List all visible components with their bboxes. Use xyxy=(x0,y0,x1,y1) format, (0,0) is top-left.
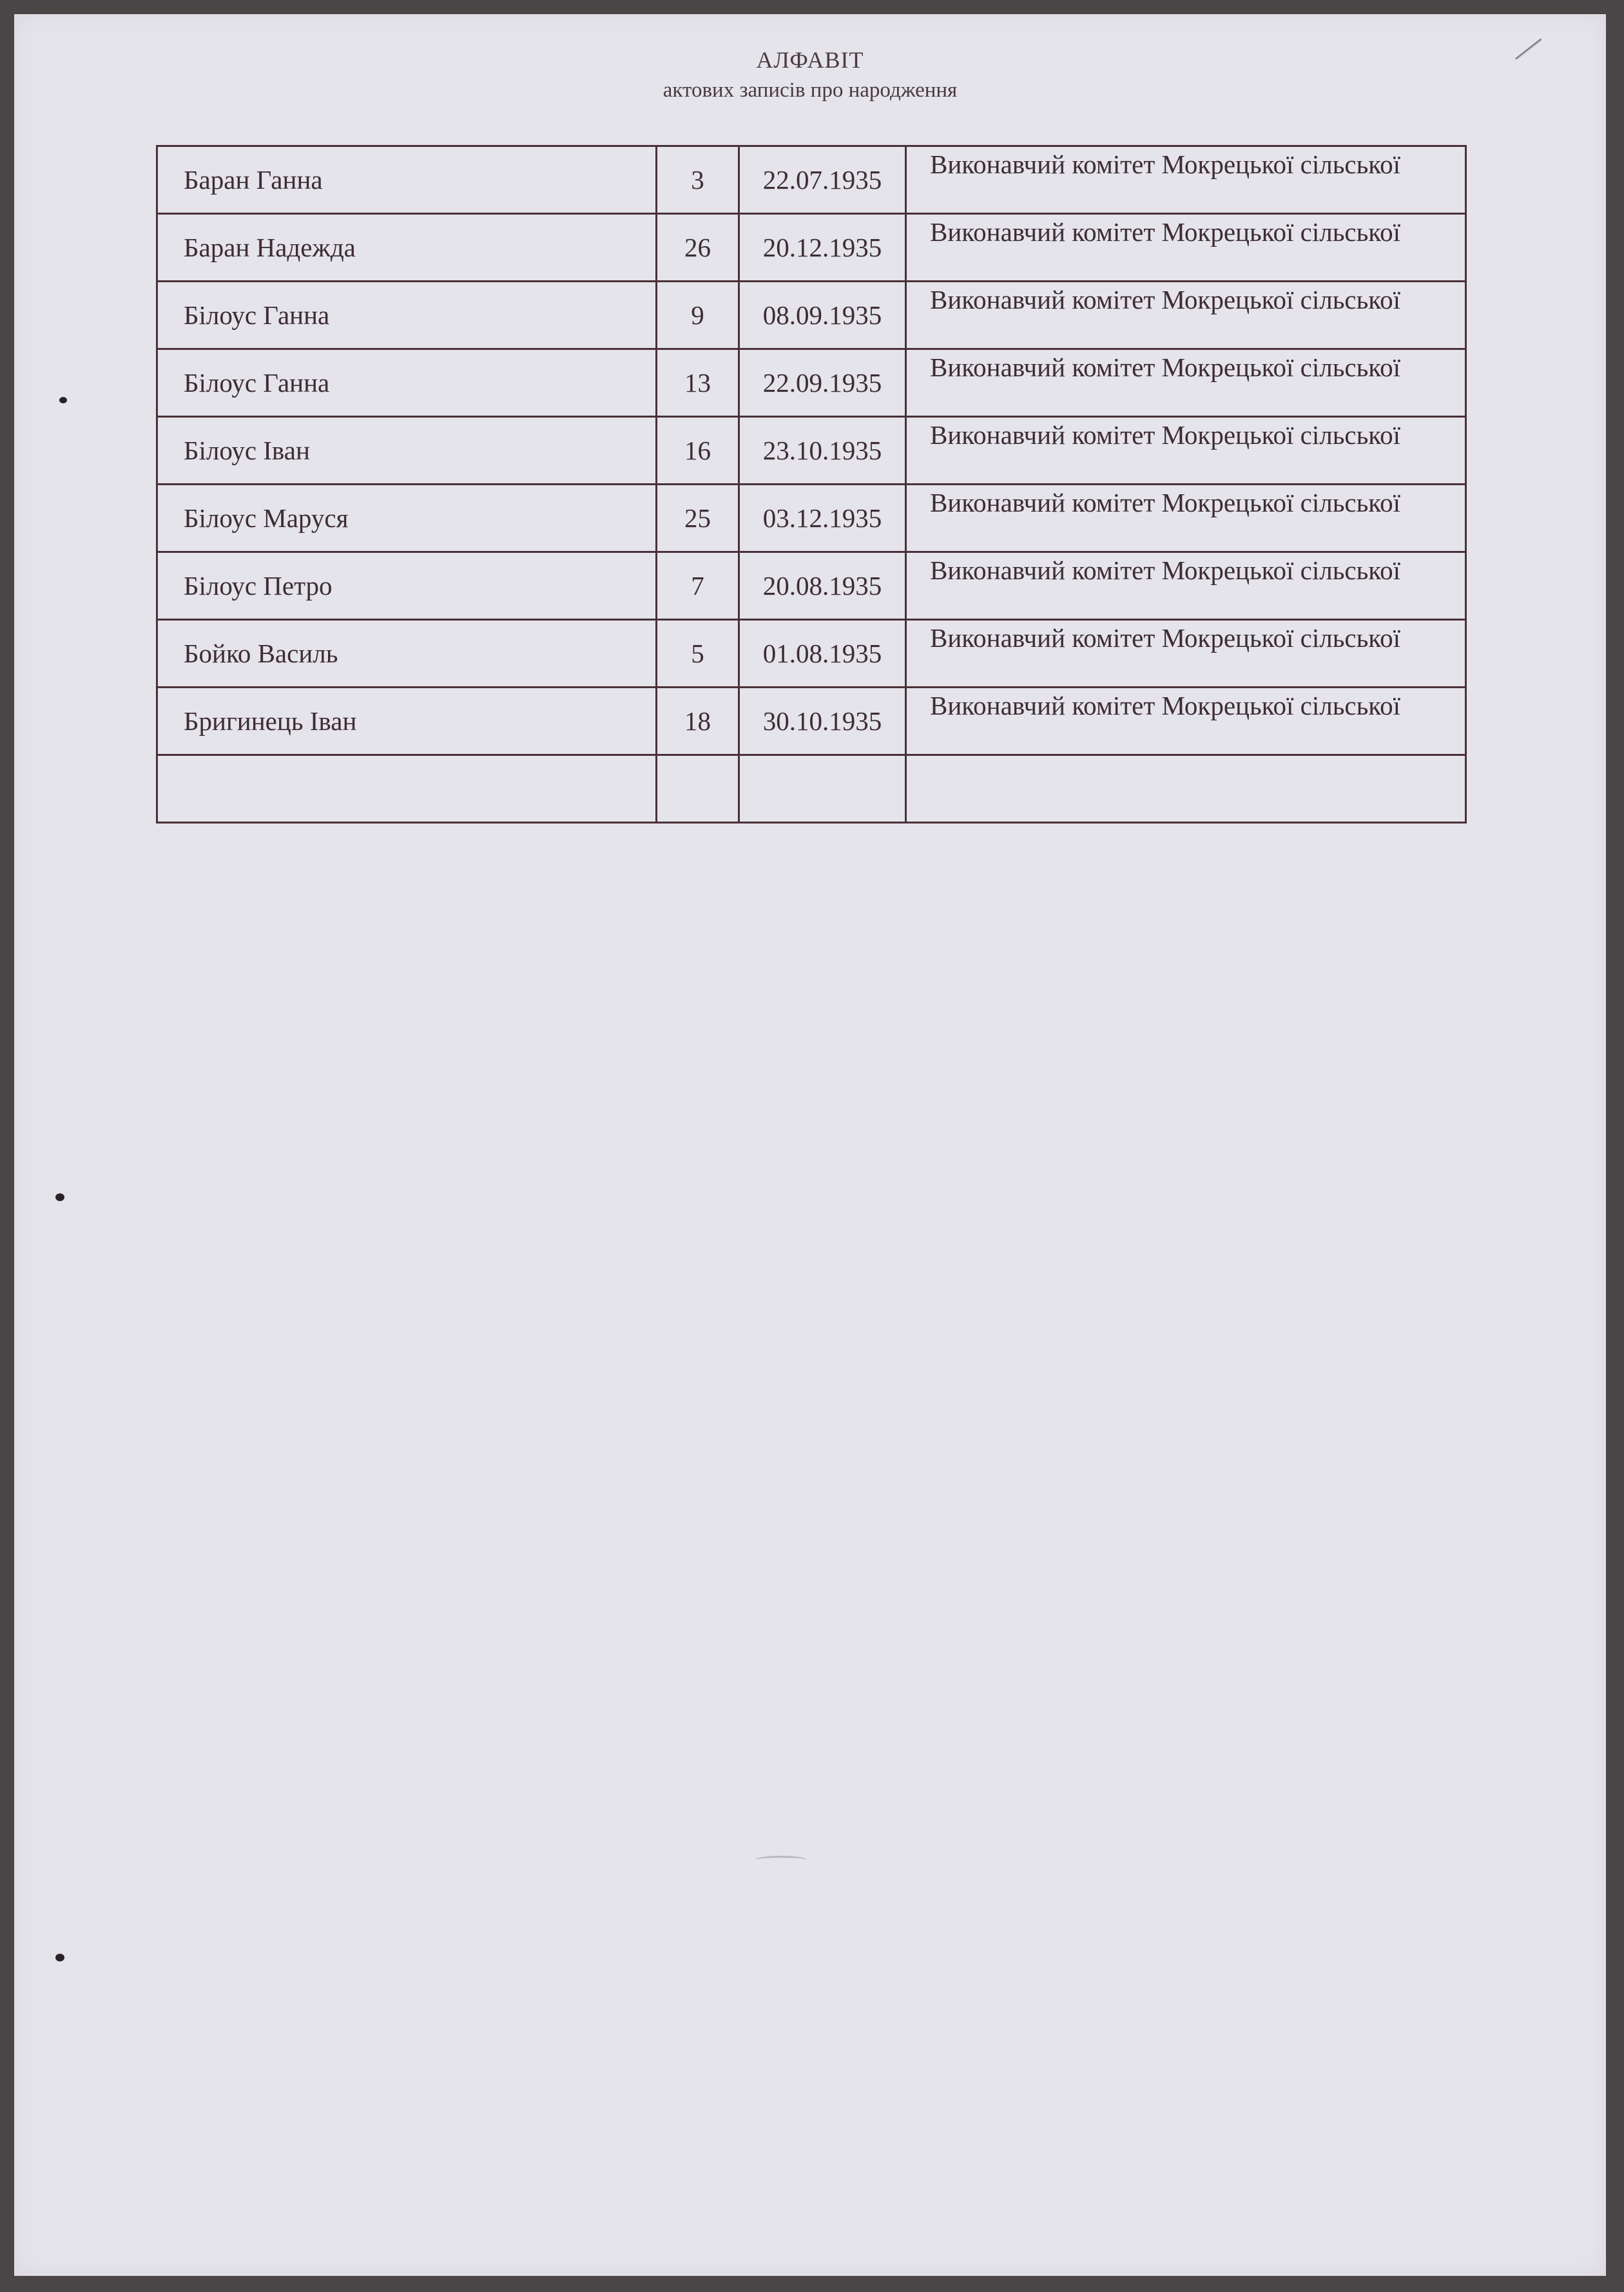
record-name: Білоус Петро xyxy=(157,552,657,620)
record-issuer xyxy=(906,214,1466,282)
record-date: 08.09.1935 xyxy=(739,282,906,349)
record-issuer-text: Виконавчий комітет Мокрецької сільської xyxy=(930,352,1401,382)
record-date: 22.07.1935 xyxy=(739,146,906,214)
record-number: 26 xyxy=(657,214,739,282)
record-number: 3 xyxy=(657,146,739,214)
record-number: 13 xyxy=(657,349,739,417)
record-issuer-text: Виконавчий комітет Мокрецької сільської xyxy=(930,217,1401,247)
punch-hole-mark xyxy=(59,397,67,403)
record-issuer xyxy=(906,688,1466,755)
punch-hole-mark xyxy=(55,1954,64,1961)
record-issuer-text: Виконавчий комітет Мокрецької сільської xyxy=(930,488,1401,517)
record-issuer-text: Виконавчий комітет Мокрецької сільської xyxy=(930,149,1401,179)
punch-hole-mark xyxy=(55,1193,64,1201)
table-row xyxy=(157,485,1466,552)
record-date: 03.12.1935 xyxy=(739,485,906,552)
record-issuer-text: Виконавчий комітет Мокрецької сільської xyxy=(930,555,1401,585)
table-body xyxy=(157,146,1466,823)
record-date xyxy=(739,755,906,823)
table-row xyxy=(157,620,1466,688)
record-number: 16 xyxy=(657,417,739,485)
document-title: АЛФАВІТ xyxy=(756,47,864,73)
record-name: Білоус Ганна xyxy=(157,282,657,349)
record-date: 23.10.1935 xyxy=(739,417,906,485)
record-name: Бойко Василь xyxy=(157,620,657,688)
document-subtitle: актових записів про народження xyxy=(662,79,958,102)
table-row xyxy=(157,755,1466,823)
table-row xyxy=(157,688,1466,755)
record-issuer xyxy=(906,282,1466,349)
record-issuer-text: Виконавчий комітет Мокрецької сільської xyxy=(930,420,1401,450)
record-issuer xyxy=(906,620,1466,688)
record-number: 9 xyxy=(657,282,739,349)
record-issuer-text xyxy=(930,756,1460,822)
record-name: Білоус Іван xyxy=(157,417,657,485)
record-number xyxy=(657,755,739,823)
record-issuer xyxy=(906,552,1466,620)
record-issuer xyxy=(906,146,1466,214)
record-issuer xyxy=(906,755,1466,823)
record-issuer-text: Виконавчий комітет Мокрецької сільської xyxy=(930,691,1401,720)
record-number: 18 xyxy=(657,688,739,755)
table-row xyxy=(157,282,1466,349)
record-date: 30.10.1935 xyxy=(739,688,906,755)
record-name: Баран Надежда xyxy=(157,214,657,282)
paper-crease xyxy=(755,1856,807,1864)
table-row xyxy=(157,214,1466,282)
record-number: 5 xyxy=(657,620,739,688)
record-issuer-text: Виконавчий комітет Мокрецької сільської xyxy=(930,285,1401,314)
record-date: 01.08.1935 xyxy=(739,620,906,688)
record-name: Білоус Ганна xyxy=(157,349,657,417)
table-row xyxy=(157,417,1466,485)
record-date: 20.08.1935 xyxy=(739,552,906,620)
table-row xyxy=(157,349,1466,417)
birth-records-table xyxy=(156,145,1467,823)
record-date: 22.09.1935 xyxy=(739,349,906,417)
record-name: Бригинець Іван xyxy=(157,688,657,755)
table-row xyxy=(157,552,1466,620)
record-date: 20.12.1935 xyxy=(739,214,906,282)
record-issuer xyxy=(906,485,1466,552)
record-issuer xyxy=(906,349,1466,417)
record-name xyxy=(157,755,657,823)
table-row xyxy=(157,146,1466,214)
record-name: Баран Ганна xyxy=(157,146,657,214)
record-name: Білоус Маруся xyxy=(157,485,657,552)
record-issuer xyxy=(906,417,1466,485)
record-number: 7 xyxy=(657,552,739,620)
record-number: 25 xyxy=(657,485,739,552)
record-issuer-text: Виконавчий комітет Мокрецької сільської xyxy=(930,623,1401,653)
